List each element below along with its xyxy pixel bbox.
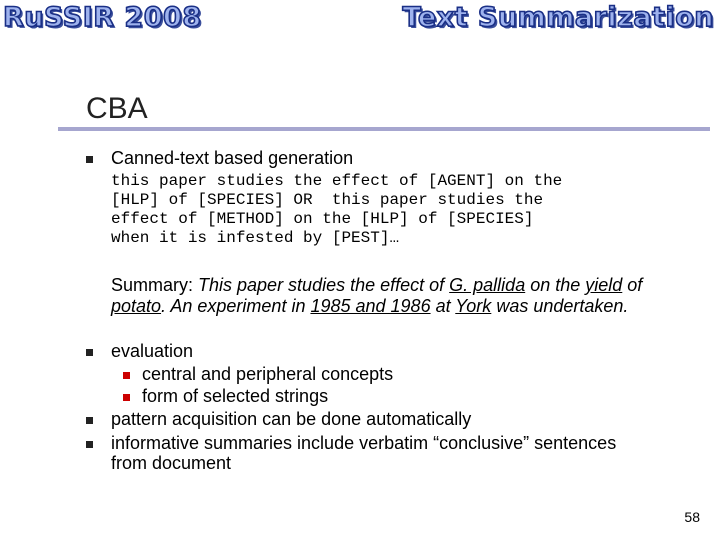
page-number: 58 [684,509,700,525]
summary-slot-species: potato [111,296,162,316]
russir-logo: RuSSIR 2008 [3,2,202,33]
summary-text: at [430,296,456,316]
summary-label: Summary: [111,275,199,295]
sub-bullet-marker [123,372,130,379]
slide-title: CBA [86,92,148,125]
summary-text: on the [525,275,586,295]
summary-text: was undertaken. [491,296,629,316]
bullet-marker [86,441,93,448]
summary-example [111,275,701,317]
template-line: [HLP] of [SPECIES] OR this paper studies the [111,191,544,209]
bullet-informative-text: informative summaries include verbatim “conclusive” sentences [111,433,617,453]
bullet-canned-text: Canned-text based generation [111,148,354,168]
summary-slot-agent: G. pallida [449,275,526,295]
summary-text: of [622,275,643,295]
bullet-marker [86,417,93,424]
template-line: when it is infested by [PEST]… [111,229,400,247]
sub-item-strings: form of selected strings [142,386,329,406]
bullet-evaluation-text: evaluation [111,341,194,361]
bullet-pattern-text: pattern acquisition can be done automatically [111,409,472,429]
sub-bullet-marker [123,394,130,401]
template-line: effect of [METHOD] on the [HLP] of [SPECIES] [111,210,534,228]
summary-text: . An experiment in [161,296,311,316]
template-line: this paper studies the effect of [AGENT] on the [111,172,563,190]
bullet-informative-text-cont: from document [111,453,232,473]
bullet-marker [86,349,93,356]
text-summarization-logo: Text Summarization [402,2,714,33]
summary-slot-place: York [455,296,492,316]
summary-slot-hlp: yield [585,275,623,295]
bullet-marker [86,156,93,163]
sub-item-concepts: central and peripheral concepts [142,364,394,384]
summary-text: This paper studies the effect of [198,275,450,295]
title-divider [58,127,710,131]
summary-slot-years: 1985 and 1986 [310,296,431,316]
